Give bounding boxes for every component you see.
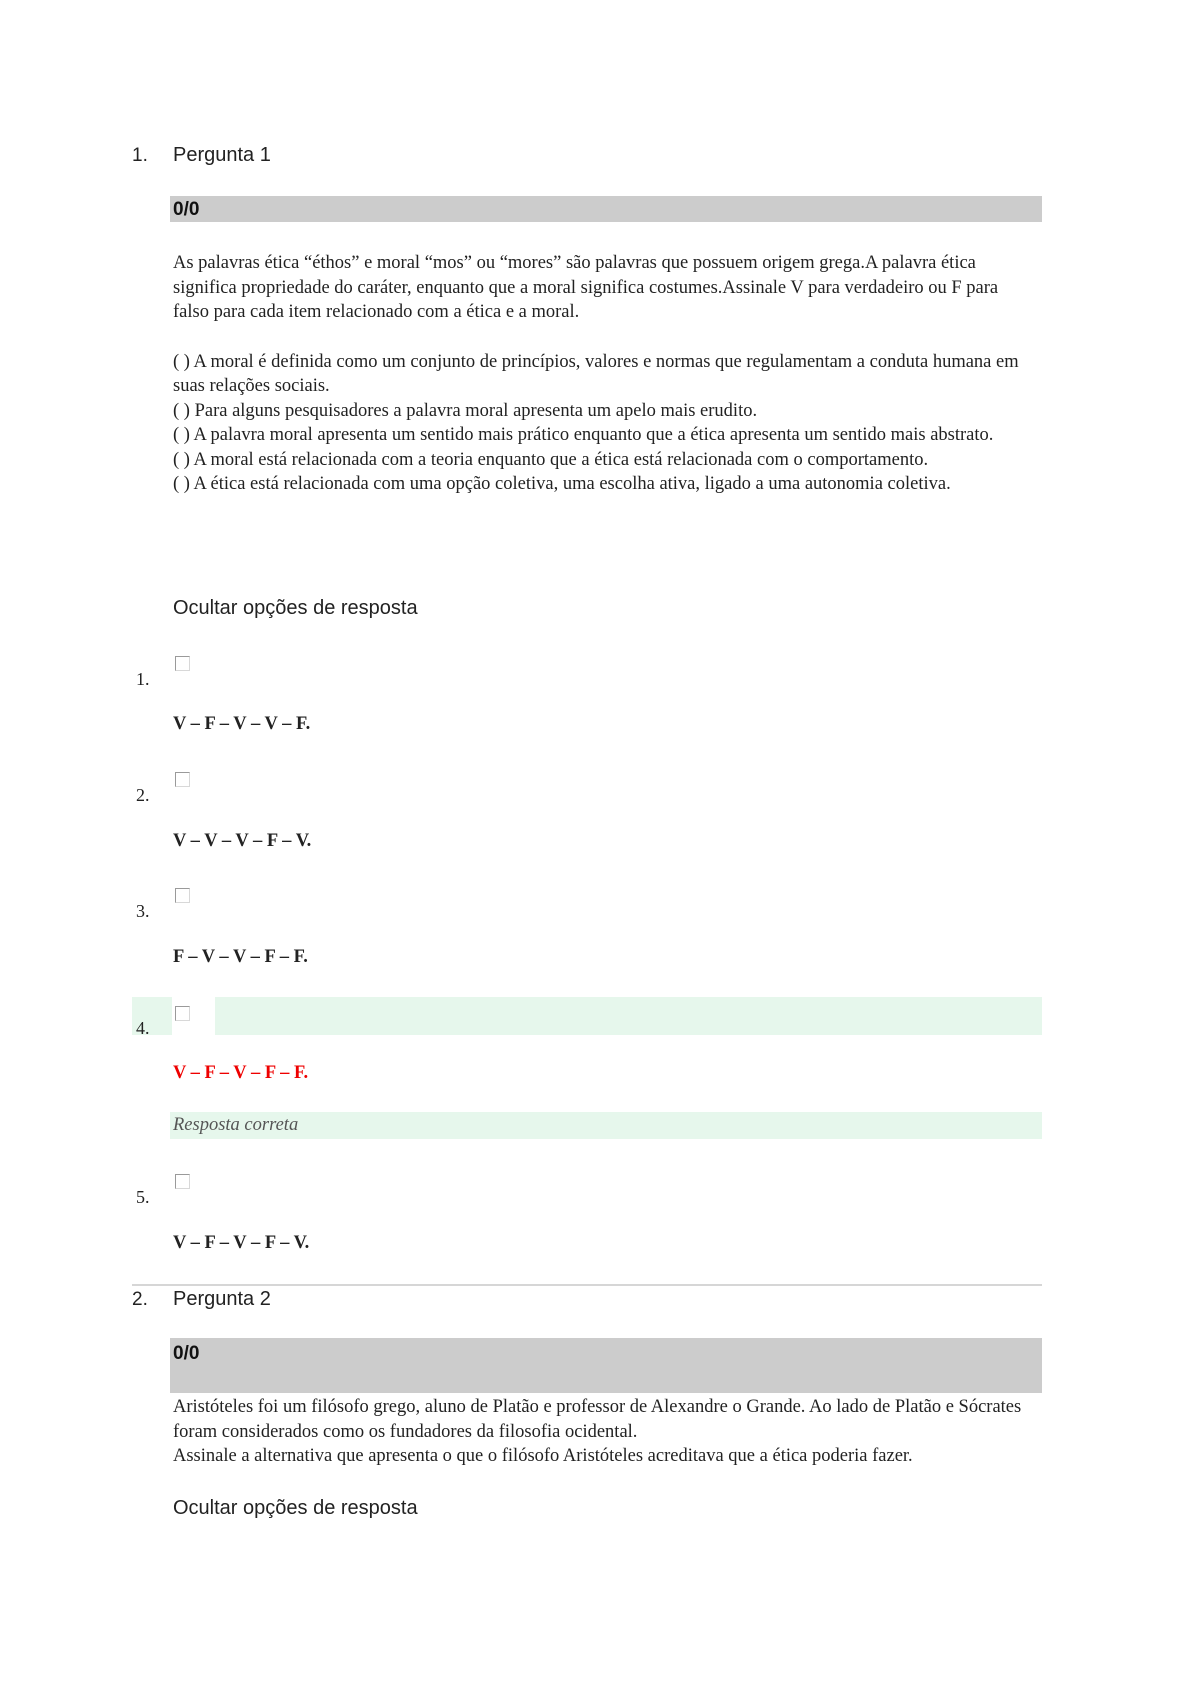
prompt-item: ( ) A ética está relacionada com uma opção coletiva, uma escolha ativa, ligado a uma autonomia coletiva. (173, 474, 951, 494)
question-prompt (173, 1395, 1033, 1469)
prompt-line: Assinale a alternativa que apresenta o que o filósofo Aristóteles acreditava que a ética poderia fazer. (173, 1446, 913, 1466)
option-number: 2. (136, 785, 150, 805)
prompt-item: ( ) A moral está relacionada com a teoria enquanto que a ética está relacionada com o comportamento. (173, 449, 929, 470)
question-number: 2. (132, 1289, 148, 1310)
option-text-correct: V – F – V – F – F. (173, 1063, 309, 1083)
score-value: 0/0 (173, 1343, 200, 1364)
option-checkbox[interactable] (175, 772, 190, 787)
prompt-item: ( ) A palavra moral apresenta um sentido mais prático enquanto que a ética apresenta um sentido mais abstrato. (173, 425, 994, 445)
option-number: 1. (136, 669, 150, 689)
question-divider (132, 1284, 1042, 1286)
feedback-text: Resposta correta (173, 1115, 299, 1135)
option-checkbox[interactable] (175, 1006, 190, 1021)
option-text: V – F – V – F – V. (173, 1233, 310, 1253)
option-checkbox[interactable] (175, 1174, 190, 1189)
correct-highlight-right (215, 997, 1042, 1035)
option-text: V – V – V – F – V. (173, 831, 312, 851)
question-prompt (173, 251, 1033, 497)
score-bar (170, 1338, 1042, 1393)
option-checkbox[interactable] (175, 656, 190, 671)
option-number: 4. (136, 1018, 150, 1038)
prompt-line: Aristóteles foi um filósofo grego, aluno de Platão e professor de Alexandre o Grande. Ao lado de Platão e Sócrates foram considerados como os fundadores da filosofia ocidental. (173, 1397, 1022, 1442)
question-number: 1. (132, 145, 148, 166)
option-text: F – V – V – F – F. (173, 947, 308, 967)
score-bar (170, 196, 1042, 222)
hide-options-link[interactable]: Ocultar opções de resposta (173, 597, 418, 619)
option-number: 3. (136, 901, 150, 921)
prompt-item: ( ) Para alguns pesquisadores a palavra moral apresenta um apelo mais erudito. (173, 400, 758, 421)
score-value: 0/0 (173, 199, 200, 220)
prompt-paragraph: As palavras ética “éthos” e moral “mos” ou “mores” são palavras que possuem origem grega.A palavra ética significa propriedade do caráter, enquanto que a moral significa costumes.Assinale V para verdadeiro ou F para falso para cada item relacionado com a ética e a moral. (173, 253, 999, 322)
prompt-item: ( ) A moral é definida como um conjunto de princípios, valores e normas que regulamentam a conduta humana em suas relações sociais. (173, 351, 1019, 396)
option-number: 5. (136, 1187, 150, 1207)
option-text: V – F – V – V – F. (173, 714, 311, 734)
question-title: Pergunta 1 (173, 144, 271, 166)
hide-options-link[interactable]: Ocultar opções de resposta (173, 1497, 418, 1519)
option-checkbox[interactable] (175, 888, 190, 903)
question-title: Pergunta 2 (173, 1288, 271, 1310)
feedback-bar (170, 1112, 1042, 1139)
